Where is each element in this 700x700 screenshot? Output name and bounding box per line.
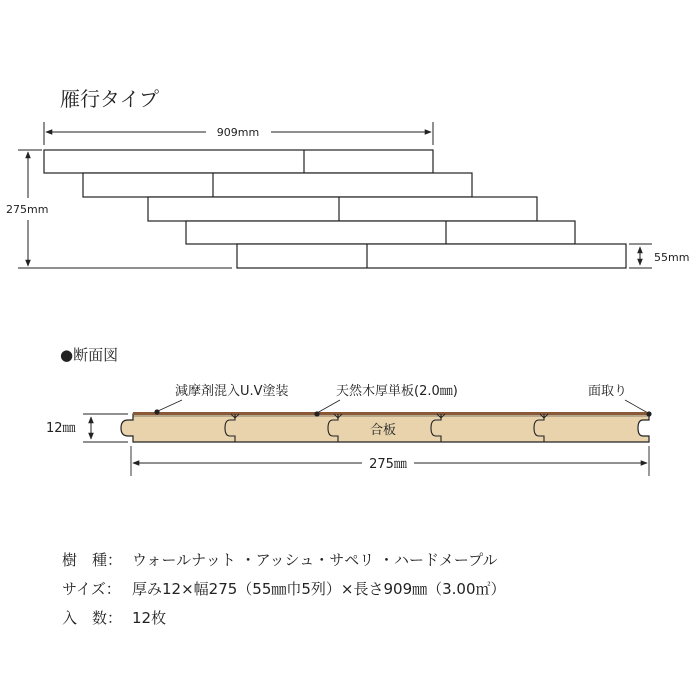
chamfer-dot: [646, 411, 651, 416]
length-label: 909mm: [216, 126, 260, 139]
layout-title: 雁行タイプ: [60, 87, 159, 111]
veneer-dot: [314, 411, 319, 416]
spec-size: [62, 575, 506, 604]
spec-value: ウォールナット ・アッシュ・サペリ ・ハードメープル: [132, 551, 498, 569]
section-width-label: 275㎜: [369, 457, 407, 472]
coating-leader: [158, 400, 182, 411]
section-title: ●断面図: [60, 346, 119, 364]
chamfer-label: 面取り: [588, 384, 628, 399]
row-width-label: 55mm: [654, 251, 690, 264]
spec-list: [62, 546, 506, 633]
spec-label: サイズ：: [62, 580, 121, 598]
veneer-label: 天然木厚単板(2.0㎜): [336, 384, 458, 399]
plank-row-3: [148, 197, 537, 221]
spec-quantity: [62, 604, 506, 633]
spec-species: [62, 546, 506, 575]
coating-label: 減摩剤混入U.V塗装: [175, 384, 289, 399]
plank-layout: [44, 150, 626, 268]
spec-value: 12枚: [132, 609, 167, 627]
coating-dot: [154, 409, 159, 414]
spec-value: 厚み12×幅275（55㎜巾5列）×長さ909㎜（3.00㎡）: [132, 580, 506, 598]
chamfer-leader: [625, 400, 648, 413]
plank-row-2: [83, 173, 472, 197]
plank-row-1: [44, 150, 433, 173]
plank-row-5: [237, 244, 626, 268]
spec-label: 樹 種：: [62, 551, 123, 569]
core-label: 合板: [369, 423, 397, 438]
thickness-label: 12㎜: [46, 421, 76, 436]
veneer-leader: [317, 400, 340, 413]
total-width-label: 275mm: [6, 203, 49, 216]
plank-row-4: [186, 221, 575, 244]
spec-label: 入 数：: [62, 609, 123, 627]
veneer-layer: [133, 412, 649, 415]
